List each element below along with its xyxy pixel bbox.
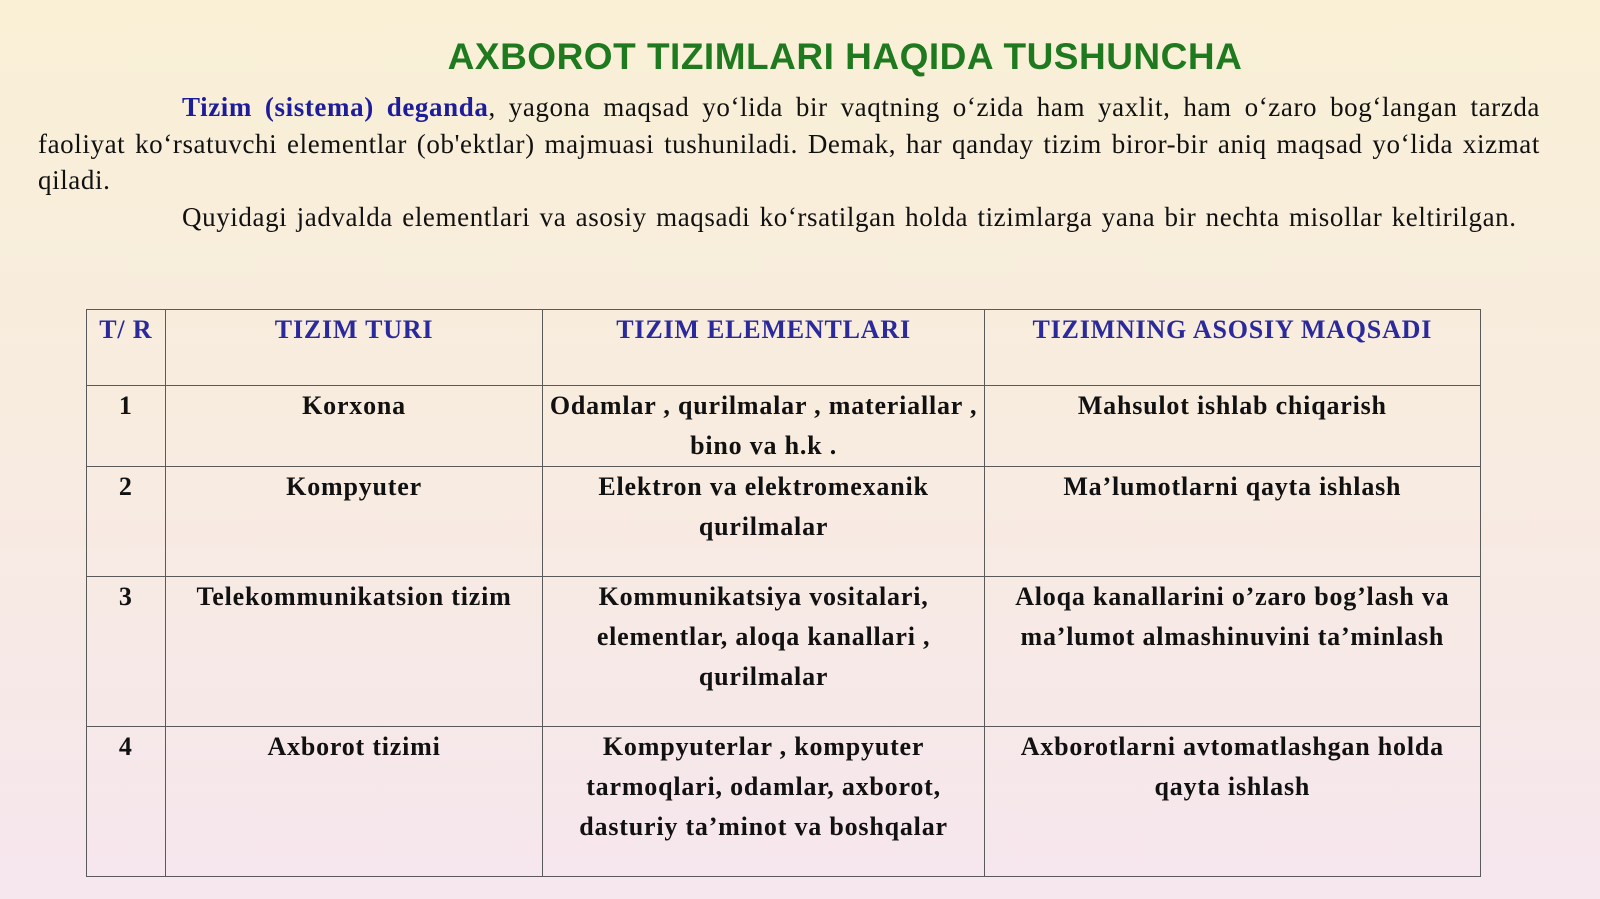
row-system-elements: Odamlar , qurilmalar , materiallar , bino va h.k . bbox=[543, 386, 984, 467]
header-system-type: TIZIM TURI bbox=[165, 310, 543, 386]
intro-paragraph-1-text: , yagona maqsad yo‘lida bir vaqtning o‘zida ham yaxlit, ham o‘zaro bog‘langan tarzda faoliyat ko‘rsatuvchi elementlar (ob'ektlar) majmuasi tushuniladi. Demak, har qanday tizim biror-bir aniq maqsad yo‘lida xizmat qiladi. bbox=[38, 92, 1541, 195]
intro-paragraph-1 bbox=[38, 89, 1540, 199]
row-system-type: Korxona bbox=[165, 386, 543, 467]
table-row bbox=[87, 386, 1481, 467]
header-number: T/ R bbox=[87, 310, 166, 386]
row-system-goal: Aloqa kanallarini o’zaro bog’lash va ma’lumot almashinuvini ta’minlash bbox=[984, 577, 1480, 727]
systems-table bbox=[86, 309, 1481, 877]
row-system-elements: Kompyuterlar , kompyuter tarmoqlari, odamlar, axborot, dasturiy ta’minot va boshqalar bbox=[543, 727, 984, 877]
row-number: 4 bbox=[87, 727, 166, 877]
row-system-type: Axborot tizimi bbox=[165, 727, 543, 877]
row-number: 3 bbox=[87, 577, 166, 727]
header-system-elements: TIZIM ELEMENTLARI bbox=[543, 310, 984, 386]
table-header-row bbox=[87, 310, 1481, 386]
row-system-goal: Ma’lumotlarni qayta ishlash bbox=[984, 467, 1480, 577]
table-row bbox=[87, 727, 1481, 877]
row-number: 1 bbox=[87, 386, 166, 467]
row-system-goal: Axborotlarni avtomatlashgan holda qayta ishlash bbox=[984, 727, 1480, 877]
row-system-elements: Kommunikatsiya vositalari, elementlar, aloqa kanallari , qurilmalar bbox=[543, 577, 984, 727]
table-row bbox=[87, 577, 1481, 727]
intro-text bbox=[38, 89, 1540, 235]
intro-paragraph-2: Quyidagi jadvalda elementlari va asosiy maqsadi ko‘rsatilgan holda tizimlarga yana bir nechta misollar keltirilgan. bbox=[182, 201, 1517, 232]
row-system-elements: Elektron va elektromexanik qurilmalar bbox=[543, 467, 984, 577]
page-title: AXBOROT TIZIMLARI HAQIDA TUSHUNCHA bbox=[447, 36, 1243, 77]
intro-term: Tizim (sistema) deganda bbox=[182, 92, 489, 122]
row-system-type: Kompyuter bbox=[165, 467, 543, 577]
header-system-goal: TIZIMNING ASOSIY MAQSADI bbox=[984, 310, 1480, 386]
table-row bbox=[87, 467, 1481, 577]
row-number: 2 bbox=[87, 467, 166, 577]
row-system-type: Telekommunikatsion tizim bbox=[165, 577, 543, 727]
row-system-goal: Mahsulot ishlab chiqarish bbox=[984, 386, 1480, 467]
